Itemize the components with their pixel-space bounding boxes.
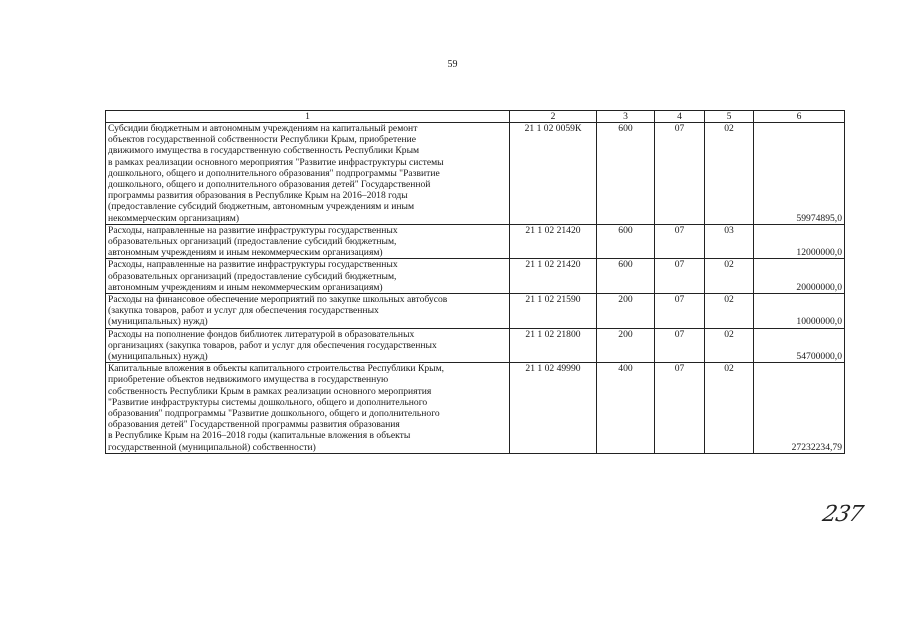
column-header: 4 bbox=[655, 111, 705, 123]
row-target-code: 21 1 02 49990 bbox=[510, 363, 597, 454]
budget-table bbox=[105, 110, 845, 454]
row-description: Субсидии бюджетным и автономным учреждениям на капитальный ремонт объектов государственной собственности Республики Крым, приобретение движимого имущества в государственную собственность Республики Крым в рамках реализации основного мероприятия "Развитие инфраструктуры системы дошкольного, общего и дополнительного образования" подпрограммы "Развитие дошкольного, общего и дополнительного образования детей" Государственной программы развития образования в Республике Крым на 2016–2018 годы (предоставление субсидий бюджетным, автономным учреждениям и иным некоммерческим организациям) bbox=[106, 123, 510, 225]
table-row bbox=[106, 123, 845, 225]
handwritten-signature: 237 bbox=[820, 502, 865, 527]
row-expense-type: 600 bbox=[597, 123, 655, 225]
row-expense-type: 200 bbox=[597, 328, 655, 363]
column-header: 2 bbox=[510, 111, 597, 123]
table-row bbox=[106, 363, 845, 454]
column-header: 5 bbox=[705, 111, 754, 123]
row-subsection: 03 bbox=[705, 224, 754, 259]
row-section: 07 bbox=[655, 123, 705, 225]
row-description: Расходы на пополнение фондов библиотек литературой в образовательных организациях (закупка товаров, работ и услуг для обеспечения государственных (муниципальных) нужд) bbox=[106, 328, 510, 363]
row-description: Капитальные вложения в объекты капитального строительства Республики Крым, приобретение объектов недвижимого имущества в государственную собственность Республики Крым в рамках реализации основного мероприятия "Развитие инфраструктуры системы дошкольного, общего и дополнительного образования" подпрограммы "Развитие дошкольного, общего и дополнительного образования детей" Государственной программы развития образования в Республике Крым на 2016–2018 годы (капитальные вложения в объекты государственной (муниципальной) собственности) bbox=[106, 363, 510, 454]
table-row bbox=[106, 259, 845, 294]
row-section: 07 bbox=[655, 363, 705, 454]
row-section: 07 bbox=[655, 259, 705, 294]
row-section: 07 bbox=[655, 328, 705, 363]
row-subsection: 02 bbox=[705, 259, 754, 294]
row-target-code: 21 1 02 21800 bbox=[510, 328, 597, 363]
row-amount: 20000000,0 bbox=[754, 259, 845, 294]
table-row bbox=[106, 294, 845, 329]
row-target-code: 21 1 02 21590 bbox=[510, 294, 597, 329]
row-expense-type: 200 bbox=[597, 294, 655, 329]
table-header-row bbox=[106, 111, 845, 123]
row-description: Расходы, направленные на развитие инфраструктуры государственных образовательных организаций (предоставление субсидий бюджетным, автономным учреждениям и иным некоммерческим организациям) bbox=[106, 224, 510, 259]
row-target-code: 21 1 02 21420 bbox=[510, 224, 597, 259]
row-expense-type: 400 bbox=[597, 363, 655, 454]
row-amount: 27232234,79 bbox=[754, 363, 845, 454]
row-subsection: 02 bbox=[705, 328, 754, 363]
row-expense-type: 600 bbox=[597, 224, 655, 259]
row-amount: 54700000,0 bbox=[754, 328, 845, 363]
table-row bbox=[106, 328, 845, 363]
row-expense-type: 600 bbox=[597, 259, 655, 294]
row-section: 07 bbox=[655, 294, 705, 329]
column-header: 6 bbox=[754, 111, 845, 123]
row-target-code: 21 1 02 21420 bbox=[510, 259, 597, 294]
row-description: Расходы, направленные на развитие инфраструктуры государственных образовательных организаций (предоставление субсидий бюджетным, автономным учреждениям и иным некоммерческим организациям) bbox=[106, 259, 510, 294]
page-number: 59 bbox=[447, 59, 458, 70]
row-amount: 12000000,0 bbox=[754, 224, 845, 259]
column-header: 1 bbox=[106, 111, 510, 123]
table-row bbox=[106, 224, 845, 259]
column-header: 3 bbox=[597, 111, 655, 123]
row-target-code: 21 1 02 0059К bbox=[510, 123, 597, 225]
row-section: 07 bbox=[655, 224, 705, 259]
row-amount: 59974895,0 bbox=[754, 123, 845, 225]
row-subsection: 02 bbox=[705, 294, 754, 329]
row-amount: 10000000,0 bbox=[754, 294, 845, 329]
row-subsection: 02 bbox=[705, 123, 754, 225]
row-description: Расходы на финансовое обеспечение мероприятий по закупке школьных автобусов (закупка товаров, работ и услуг для обеспечения государственных (муниципальных) нужд) bbox=[106, 294, 510, 329]
row-subsection: 02 bbox=[705, 363, 754, 454]
